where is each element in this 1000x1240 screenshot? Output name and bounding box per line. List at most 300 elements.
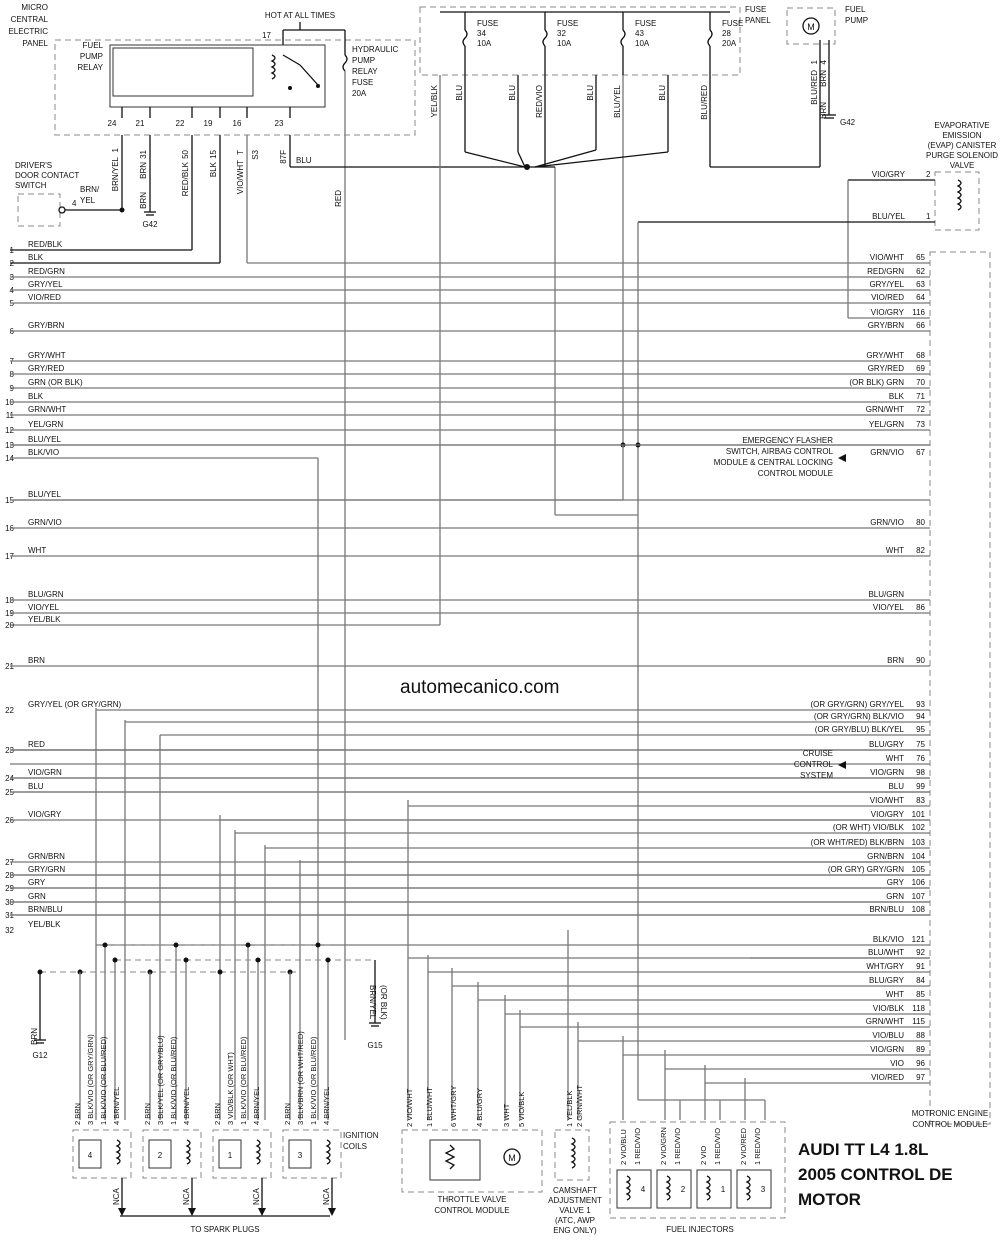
- right-pin-number: 73: [916, 420, 925, 429]
- right-pin-number: 83: [916, 796, 925, 805]
- right-pin-label: WHT: [885, 990, 904, 999]
- right-pin-label: VIO/BLK: [872, 1004, 904, 1013]
- door-wire-label-0: BRN/: [80, 185, 100, 194]
- right-pin-number: 84: [916, 976, 925, 985]
- fuel-pump-label-0: FUEL: [845, 5, 866, 14]
- hydraulic-relay-label-3: FUSE: [352, 78, 374, 87]
- fuse-3: [708, 12, 743, 75]
- camshaft-adjustment-valve: [548, 1130, 602, 1235]
- fuel-pump-relay-label-2: RELAY: [77, 63, 103, 72]
- left-pin-label: BLU/YEL: [28, 435, 61, 444]
- emergency-label-0: EMERGENCY FLASHER: [742, 436, 833, 445]
- left-pin-30: [5, 892, 930, 907]
- left-pin-10: [5, 392, 930, 407]
- nca-label: NCA: [322, 1188, 331, 1205]
- right-pin-94: [125, 712, 930, 722]
- fuse-wire-red-vio: RED/VIO: [535, 85, 544, 118]
- left-pin-8: [10, 364, 930, 379]
- right-pin-label: YEL/GRN: [868, 420, 904, 429]
- fuse-num: 34: [477, 29, 486, 38]
- right-pin-106: [10, 878, 930, 888]
- left-pin-2: [10, 253, 44, 268]
- ignition-coils-label-0: IGNITION: [343, 1131, 379, 1140]
- right-pin-116: [848, 308, 930, 318]
- right-pin-label: GRN/BRN: [867, 852, 904, 861]
- left-pin-label: YEL/BLK: [28, 920, 61, 929]
- injector-number: 1: [720, 1185, 726, 1194]
- left-pin-label: VIO/GRY: [28, 810, 62, 819]
- injector-wire-label: 2 VIO/BLU: [619, 1129, 628, 1165]
- right-pin-72: [866, 405, 926, 414]
- fuse-wire-blu-28: BLU: [658, 85, 667, 101]
- emergency-label-2: MODULE & CENTRAL LOCKING: [713, 458, 833, 467]
- micro-panel-label-2: ELECTRIC: [8, 27, 48, 36]
- left-pin-16: [5, 518, 930, 533]
- right-pin-label: GRY: [886, 878, 904, 887]
- engine-control-module-outline: [930, 252, 990, 1124]
- right-pin-label: VIO/RED: [871, 1073, 904, 1082]
- left-pin-number: 12: [5, 426, 14, 435]
- camshaft-wires: [565, 1085, 584, 1128]
- left-pin-21: [5, 656, 930, 671]
- door-switch-label-0: DRIVER'S: [15, 161, 53, 170]
- right-pin-number: 75: [916, 740, 925, 749]
- door-switch-label-1: DOOR CONTACT: [15, 171, 80, 180]
- right-pin-101: [220, 810, 930, 820]
- fuse-panel-label-0: FUSE: [745, 5, 767, 14]
- left-pin-4: [10, 280, 930, 295]
- relay-wire-pin-31: 31: [139, 150, 148, 159]
- door-wire-label-1: YEL: [80, 196, 96, 205]
- right-pin-label: BLU: [888, 782, 904, 791]
- right-pin-number: 63: [916, 280, 925, 289]
- left-pin-number: 16: [5, 524, 14, 533]
- right-pin-label: GRY/YEL: [869, 280, 904, 289]
- right-pin-label: (OR GRY/GRN) BLK/VIO: [813, 712, 904, 721]
- right-pin-label: GRN/VIO: [870, 448, 904, 457]
- relay-wire-color-15: BLK: [209, 162, 218, 178]
- left-pin-number: 11: [5, 411, 14, 420]
- right-pin-number: 62: [916, 267, 925, 276]
- right-pin-number: 90: [916, 656, 925, 665]
- fuse-wire-blu-32: BLU: [508, 85, 517, 101]
- injector-wire-label: 1 RED/VIO: [633, 1127, 642, 1165]
- right-pin-number: 108: [911, 905, 925, 914]
- fuel-pump-label-1: PUMP: [845, 16, 869, 25]
- left-pin-label: BRN: [28, 656, 45, 665]
- micro-panel-label-3: PANEL: [22, 39, 48, 48]
- fuse-1: [543, 12, 578, 75]
- right-pin-number: 66: [916, 321, 925, 330]
- camshaft-label-0: CAMSHAFT: [553, 1186, 597, 1195]
- micro-panel-label-0: MICRO: [21, 3, 48, 12]
- throttle-wire-label: 6 WHT/GRY: [449, 1085, 458, 1127]
- left-pin-label: GRN/WHT: [28, 405, 67, 414]
- fuse-wire-blu-34: BLU: [455, 85, 464, 101]
- right-pin-number: 99: [916, 782, 925, 791]
- right-pin-blank: [868, 590, 904, 599]
- nca-label: NCA: [252, 1188, 261, 1205]
- left-pin-label: VIO/GRN: [28, 768, 62, 777]
- right-pin-label: VIO/GRY: [870, 810, 904, 819]
- right-pin-91: [428, 962, 930, 972]
- relay-wire-color-1: BRN/YEL: [111, 157, 120, 192]
- camshaft-label-1: ADJUSTMENT: [548, 1196, 602, 1205]
- right-pin-108: [10, 905, 930, 915]
- fuse-amp: 10A: [477, 39, 492, 48]
- right-pin-label: WHT/GRY: [866, 962, 904, 971]
- right-pin-number: 116: [912, 308, 925, 317]
- throttle-valve-control-module: [402, 1130, 542, 1215]
- relay-wire-pin-s3: S3: [251, 150, 260, 160]
- left-pin-number: 20: [5, 621, 14, 630]
- left-pin-number: 21: [5, 662, 14, 671]
- coil-wire-label: 1 BLK/VIO (OR BLU/RED): [169, 1036, 178, 1125]
- left-connector-pins: [5, 240, 930, 935]
- diagram-title-line-1: AUDI TT L4 1.8L: [798, 1140, 929, 1159]
- fuse-wire-blu-yel: BLU/YEL: [613, 85, 622, 118]
- fuel-injector-3: [737, 1127, 771, 1208]
- right-pin-103: [265, 838, 930, 848]
- right-pin-label: (OR GRY/GRN) GRY/YEL: [810, 700, 904, 709]
- right-pin-86: [873, 603, 926, 612]
- cruise-label-1: CONTROL: [793, 760, 833, 769]
- right-pin-84: [452, 976, 930, 986]
- fuel-injector-2: [657, 1127, 691, 1208]
- relay-g42: G42: [142, 220, 158, 229]
- left-pin-label: WHT: [28, 546, 47, 555]
- coil-wire-label: 3 BLK/VIO (OR GRY/GRN): [86, 1034, 95, 1125]
- right-pin-label: GRY/RED: [867, 364, 904, 373]
- fuse-2: [621, 12, 656, 75]
- door-switch-pin: 4: [72, 199, 77, 208]
- left-pin-number: 22: [5, 706, 14, 715]
- right-pin-number: 101: [911, 810, 925, 819]
- left-pin-number: 23: [5, 746, 14, 755]
- fuse-num: 28: [722, 29, 731, 38]
- right-pin-62: [867, 267, 925, 276]
- right-pin-63: [869, 280, 925, 289]
- fuse-amp: 10A: [635, 39, 650, 48]
- fuse-name: FUSE: [722, 19, 744, 28]
- left-pin-24: [5, 768, 930, 783]
- right-pin-number: 88: [916, 1031, 925, 1040]
- throttle-wire-label: 4 BLU/GRY: [475, 1087, 484, 1127]
- left-pin-label: BLU/GRN: [28, 590, 64, 599]
- left-pin-label: GRN/BRN: [28, 852, 65, 861]
- ignition-coil-2: [143, 1035, 201, 1216]
- relay-pin-16: 16: [232, 119, 242, 128]
- injector-wire-label: 2 VIO: [699, 1145, 708, 1165]
- left-pin-5: [10, 293, 930, 308]
- injector-wire-label: 1 RED/VIO: [713, 1127, 722, 1165]
- relay-wire-color-50: RED/BLK: [181, 162, 190, 197]
- left-pin-number: 31: [5, 911, 14, 920]
- diagram-title-line-2: 2005 CONTROL DE: [798, 1165, 953, 1184]
- left-pin-3: [10, 267, 930, 282]
- right-pin-label: VIO/RED: [871, 293, 904, 302]
- fuse-num: 32: [557, 29, 566, 38]
- vertical-routing: [10, 443, 930, 1121]
- injector-number: 3: [760, 1185, 766, 1194]
- coil-wire-label: 2 BRN: [73, 1102, 82, 1125]
- fuse-name: FUSE: [557, 19, 579, 28]
- relay-pin-22: 22: [175, 119, 185, 128]
- fuse-wire-blu-43: BLU: [586, 85, 595, 101]
- camshaft-label-3: (ATC, AWP: [555, 1216, 595, 1225]
- left-pin-number: 18: [5, 596, 14, 605]
- fuel-injectors-label: FUEL INJECTORS: [666, 1225, 734, 1234]
- door-contact-switch: [15, 161, 122, 226]
- right-pin-label: GRN/WHT: [865, 405, 904, 414]
- left-pin-19: [5, 603, 930, 618]
- micro-panel-label-1: CENTRAL: [10, 15, 48, 24]
- right-pin-64: [871, 293, 925, 302]
- door-switch-label-2: SWITCH: [15, 181, 47, 190]
- right-pin-98: [10, 768, 930, 778]
- right-pin-label: GRN: [886, 892, 904, 901]
- right-pin-118: [505, 1004, 930, 1014]
- right-pin-95: [160, 725, 930, 735]
- relay-wire-pin-87f: 87F: [279, 150, 288, 164]
- fuel-injector-1: [697, 1128, 731, 1208]
- left-pin-17: [5, 546, 930, 561]
- spark-plugs-label: TO SPARK PLUGS: [190, 1225, 260, 1234]
- left-pin-label: RED: [28, 740, 45, 749]
- coil-wire-label: 2 BRN: [143, 1102, 152, 1125]
- left-pin-31: [5, 905, 930, 920]
- left-pin-7: [10, 351, 930, 366]
- left-pin-label: GRY: [28, 878, 46, 887]
- right-pin-85: [478, 990, 930, 1000]
- g12-wire: BRN: [30, 1028, 39, 1045]
- left-pin-label: BLU: [28, 782, 44, 791]
- coil-wire-label: 3 BLK/BRN (OR WHT/RED): [296, 1031, 305, 1125]
- right-pin-number: 82: [916, 546, 925, 555]
- throttle-wire-label: 1 BLU/WHT: [425, 1086, 434, 1127]
- right-pin-number: 76: [916, 754, 925, 763]
- left-pin-label: YEL/BLK: [28, 615, 61, 624]
- right-pin-number: 86: [916, 603, 925, 612]
- right-pin-label: VIO: [890, 1059, 904, 1068]
- coil-wire-label: 3 BLK/YEL (OR GRY/BLU): [156, 1035, 165, 1125]
- coil-number: 2: [157, 1151, 163, 1160]
- fuse-output-wires: [10, 40, 820, 625]
- left-pin-number: 7: [9, 357, 14, 366]
- right-pin-label: BLU/GRN: [868, 590, 904, 599]
- coil-wire-label: 2 BRN: [283, 1102, 292, 1125]
- left-pin-label: GRN: [28, 892, 46, 901]
- evap-purge-valve: [638, 121, 998, 1100]
- right-pin-label: WHT: [885, 754, 904, 763]
- relay-wire-pin-50: 50: [181, 150, 190, 159]
- watermark: automecanico.com: [400, 677, 560, 698]
- coil-wire-label: 4 BRN/YEL: [182, 1086, 191, 1125]
- right-pin-label: RED/GRN: [867, 267, 904, 276]
- right-pin-label: (OR GRY/BLU) BLK/YEL: [814, 725, 904, 734]
- coil-wire-label: 1 BLK/VIO (OR BLU/RED): [239, 1036, 248, 1125]
- fuse-wire-yel-blk: YEL/BLK: [430, 85, 439, 118]
- fuse-panel-label-1: PANEL: [745, 16, 771, 25]
- left-pin-number: 19: [5, 609, 14, 618]
- left-pin-number: 3: [9, 273, 14, 282]
- fuel-injectors: [617, 1127, 771, 1208]
- left-pin-14: [5, 448, 59, 463]
- diagram-title-line-3: MOTOR: [798, 1190, 861, 1209]
- hot-at-all-times-label: HOT AT ALL TIMES: [264, 11, 336, 20]
- throttle-wire-label: 5 VIO/BLK: [517, 1091, 526, 1127]
- ecm-label-0: MOTRONIC ENGINE: [911, 1109, 989, 1118]
- right-pin-label: BRN: [887, 656, 904, 665]
- left-pin-number: 9: [9, 384, 14, 393]
- g15-wire-0: BRN/YEL: [368, 985, 377, 1020]
- ignition-coil-4: [73, 1034, 131, 1216]
- right-pin-69: [868, 364, 926, 373]
- left-pin-number: 5: [9, 299, 14, 308]
- right-pin-66: [868, 321, 926, 330]
- right-connector-pins: [10, 253, 930, 1083]
- fuse-name: FUSE: [477, 19, 499, 28]
- right-pin-number: 104: [911, 852, 925, 861]
- right-pin-number: 96: [916, 1059, 925, 1068]
- fuel-injector-4: [617, 1128, 651, 1208]
- left-pin-number: 32: [5, 926, 14, 935]
- right-pin-number: 95: [916, 725, 925, 734]
- left-pin-27: [5, 852, 930, 867]
- right-pin-70: [849, 378, 925, 387]
- left-pin-label: GRY/GRN: [28, 865, 66, 874]
- right-pin-number: 89: [916, 1045, 925, 1054]
- right-pin-73: [869, 420, 926, 429]
- red-wire-label: RED: [334, 190, 343, 207]
- right-pin-number: 107: [911, 892, 925, 901]
- left-pin-label: RED/BLK: [28, 240, 63, 249]
- throttle-motor-symbol: M: [508, 1153, 516, 1163]
- right-pin-number: 68: [916, 351, 925, 360]
- right-pin-102: [235, 823, 930, 833]
- right-pin-121: [96, 935, 930, 945]
- right-pin-number: 94: [916, 712, 925, 721]
- right-pin-label: GRY/WHT: [866, 351, 904, 360]
- camshaft-wire-label: 1 YEL/BLK: [565, 1090, 574, 1127]
- relay-pin-17: 17: [262, 31, 271, 40]
- right-pin-label: BLK: [888, 392, 904, 401]
- right-pin-88: [578, 1031, 930, 1041]
- left-pin-label: BLK: [28, 253, 44, 262]
- fuel-pump-wire-4: BRN: [819, 70, 828, 87]
- left-pin-number: 1: [9, 246, 14, 255]
- left-pin-number: 27: [5, 858, 14, 867]
- left-pin-number: 10: [5, 398, 14, 407]
- emergency-label-3: CONTROL MODULE: [757, 469, 833, 478]
- left-pin-32: [5, 920, 61, 935]
- evap-label-2: (EVAP) CANISTER: [927, 141, 997, 150]
- left-pin-number: 30: [5, 898, 14, 907]
- left-pin-number: 17: [5, 552, 14, 561]
- right-pin-80: [870, 518, 925, 527]
- coil-number: 3: [297, 1151, 303, 1160]
- fuse-num: 43: [635, 29, 644, 38]
- nca-label: NCA: [182, 1188, 191, 1205]
- right-pin-90: [887, 656, 925, 665]
- g15-label: G15: [367, 1041, 383, 1050]
- right-pin-label: VIO/GRN: [870, 768, 904, 777]
- right-pin-104: [300, 852, 930, 862]
- left-pin-label: BLK/VIO: [28, 448, 60, 457]
- ignition-coil-3: [283, 1031, 341, 1216]
- left-pin-22: [5, 700, 121, 715]
- fuse-amp: 20A: [722, 39, 737, 48]
- left-pin-number: 14: [5, 454, 14, 463]
- right-pin-label: GRN/WHT: [865, 1017, 904, 1026]
- left-pin-6: [10, 321, 930, 336]
- coil-wire-label: 4 BRN/YEL: [322, 1086, 331, 1125]
- right-pin-number: 72: [916, 405, 925, 414]
- relay-wire-pin-t: T: [236, 150, 245, 155]
- right-pin-115: [520, 1017, 930, 1027]
- fuse-wire-blu-red: BLU/RED: [700, 85, 709, 120]
- relay-pin-19: 19: [203, 119, 213, 128]
- left-pin-number: 24: [5, 774, 14, 783]
- right-pin-89: [623, 1045, 930, 1055]
- throttle-wire-label: 2 VIO/WHT: [405, 1088, 414, 1127]
- right-pin-number: 65: [916, 253, 925, 262]
- right-pin-label: BLK/VIO: [872, 935, 904, 944]
- left-pin-number: 26: [5, 816, 14, 825]
- throttle-label-1: CONTROL MODULE: [434, 1206, 510, 1215]
- hydraulic-relay-label-0: HYDRAULIC: [352, 45, 399, 54]
- right-pin-label: BLU/GRY: [869, 976, 904, 985]
- right-pin-label: (OR WHT) VIO/BLK: [832, 823, 904, 832]
- right-pin-number: 98: [916, 768, 925, 777]
- left-pin-25: [5, 782, 930, 797]
- evap-label-1: EMISSION: [942, 131, 982, 140]
- right-pin-number: 121: [911, 935, 925, 944]
- fuel-pump: [787, 5, 868, 127]
- right-pin-number: 67: [916, 448, 925, 457]
- left-pin-label: GRY/RED: [28, 364, 65, 373]
- nca-label: NCA: [112, 1188, 121, 1205]
- right-pin-number: 91: [916, 962, 925, 971]
- relay-ground-wire: BRN: [139, 192, 148, 209]
- right-pin-number: 105: [911, 865, 925, 874]
- left-pin-number: 4: [9, 286, 14, 295]
- cruise-label-0: CRUISE: [802, 749, 833, 758]
- right-pin-label: VIO/YEL: [872, 603, 904, 612]
- right-pin-65: [870, 253, 926, 262]
- right-pin-75: [10, 740, 930, 750]
- coil-wire-label: 3 VIO/BLK (OR WHT): [226, 1052, 235, 1125]
- fuse-panel: [420, 5, 771, 75]
- left-pin-label: GRY/BRN: [28, 321, 65, 330]
- relay-wire-pin-1: 1: [111, 148, 120, 153]
- right-pin-105: [10, 865, 930, 875]
- ignition-coil-1: [213, 1036, 271, 1216]
- left-pin-label: GRN (OR BLK): [28, 378, 83, 387]
- fuse-0: [463, 12, 498, 75]
- relay-wire-color-31: BRN: [139, 162, 148, 179]
- right-pin-number: 115: [912, 1017, 925, 1026]
- right-pin-number: 92: [916, 948, 925, 957]
- right-pin-82: [886, 546, 926, 555]
- coil-wire-label: 1 BLK/VIO (OR BLU/RED): [99, 1036, 108, 1125]
- right-pin-label: WHT: [885, 546, 904, 555]
- left-pin-label: GRY/YEL: [28, 280, 63, 289]
- right-pin-label: VIO/BLU: [872, 1031, 904, 1040]
- relay-pin-21: 21: [135, 119, 145, 128]
- evap-wire-vio-gry: VIO/GRY: [871, 170, 905, 179]
- left-pin-number: 15: [5, 496, 14, 505]
